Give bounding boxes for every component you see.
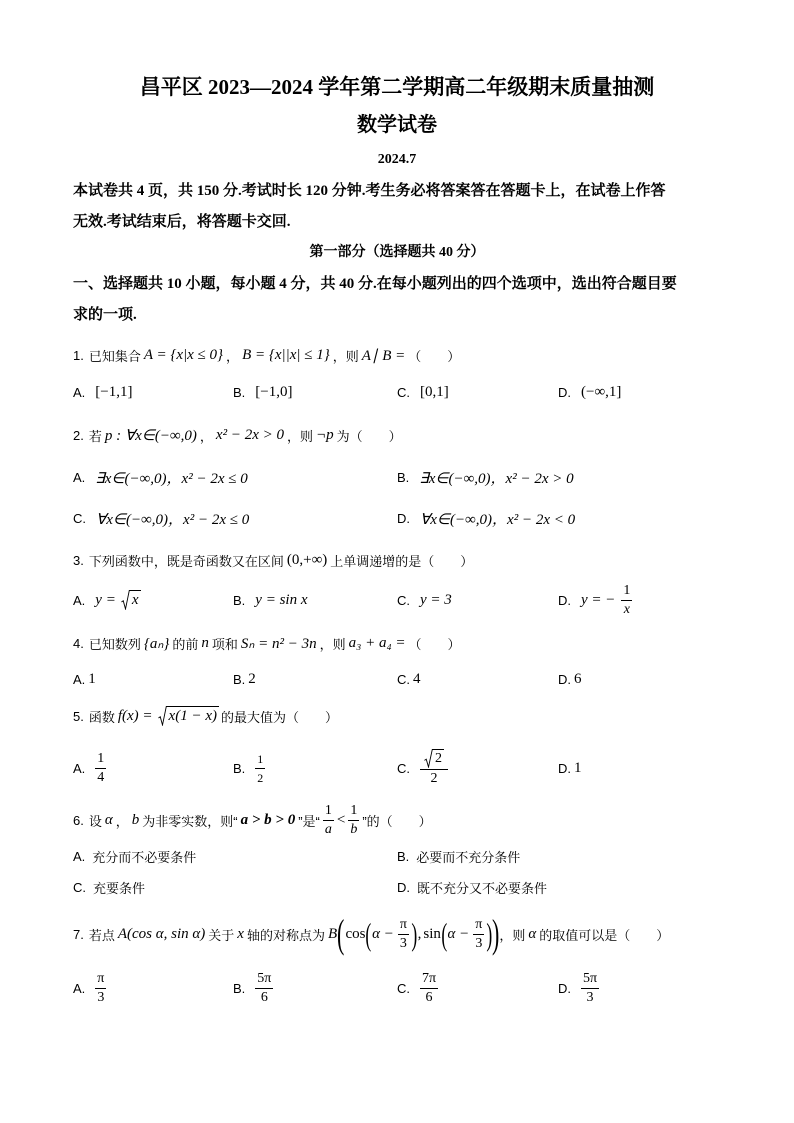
fraction: [398, 917, 409, 952]
function-lhs: f(x) =: [117, 707, 153, 724]
question-2-options-row-2: [73, 496, 754, 540]
square-root: [158, 706, 219, 726]
open-paren: (: [337, 911, 345, 956]
fraction-denominator: 3: [475, 935, 483, 951]
option-label: A.: [73, 980, 86, 996]
interval: (0,+∞): [286, 551, 328, 568]
question-6-options-row-2: [73, 865, 754, 909]
question-number: 5.: [73, 708, 84, 724]
option-value: 充要条件: [93, 880, 146, 896]
set-b: B = {x||x| ≤ 1}: [242, 346, 330, 363]
question-text: 若: [88, 428, 102, 444]
question-text: 函数: [88, 709, 115, 725]
question-number: 2.: [73, 427, 84, 443]
option-value: y = 3: [420, 591, 452, 608]
question-1-options: [73, 370, 754, 414]
axis-variable: x: [237, 925, 244, 942]
question-text: 已知集合: [88, 348, 141, 364]
fraction: [95, 971, 106, 1006]
option-value: 1: [574, 759, 582, 776]
question-text: 关于: [208, 927, 235, 943]
option-label: A.: [73, 592, 86, 608]
alpha-minus: α −: [372, 925, 394, 942]
option-value: y = sin x: [255, 591, 308, 608]
option-label: A.: [73, 848, 86, 864]
condition: a > b > 0: [240, 811, 296, 828]
option-a: [73, 455, 251, 499]
question-text: ，则: [332, 348, 359, 364]
option-label: A.: [73, 760, 86, 776]
answer-blank: （ ）: [408, 636, 461, 652]
question-7-options: [73, 966, 754, 1010]
option-value: 既不充分又不必要条件: [417, 880, 548, 896]
option-value: 1: [88, 670, 96, 687]
fraction-denominator: 4: [97, 769, 105, 785]
fraction-numerator: 1: [621, 583, 632, 601]
option-label: D.: [397, 879, 410, 895]
comma: ,: [417, 925, 422, 942]
option-label: C.: [73, 510, 86, 526]
option-label: C.: [397, 760, 410, 776]
question-text: 已知数列: [88, 636, 141, 652]
fraction-denominator: 3: [586, 989, 594, 1005]
option-lhs: y =: [95, 591, 116, 608]
option-c: [73, 496, 252, 540]
less-than-sign: <: [336, 811, 346, 828]
fraction-denominator: x: [623, 601, 631, 617]
option-label: A.: [73, 384, 86, 400]
question-text: 的最大值为（ ）: [220, 709, 338, 725]
question-3: [73, 538, 754, 582]
question-text: 若点: [88, 927, 115, 943]
question-text: ，: [226, 348, 240, 364]
fraction-numerator: 1: [95, 751, 106, 769]
option-label: C.: [397, 592, 410, 608]
sum-expression: a₃ + a₄ =: [348, 634, 406, 651]
fraction: [473, 917, 484, 952]
cos-function: cos: [345, 925, 366, 942]
fraction-denominator: b: [350, 821, 358, 837]
option-value: ∃x∈(−∞,0)，x² − 2x > 0: [419, 470, 574, 487]
option-label: A.: [73, 671, 86, 687]
option-label: D.: [558, 980, 571, 996]
option-value: ∀x∈(−∞,0)，x² − 2x ≤ 0: [96, 511, 250, 528]
notice-line-1: 本试卷共 4 页，共 150 分.考试时长 120 分钟.考生务必将答案答在答题卡上，在试卷上作答: [73, 183, 666, 199]
option-value: 充分而不必要条件: [92, 849, 197, 865]
option-label: D.: [558, 760, 571, 776]
option-value: (−∞,1]: [581, 383, 622, 400]
option-label: B.: [233, 760, 246, 776]
fraction: [95, 751, 106, 786]
sequence: {aₙ}: [143, 635, 170, 652]
fraction-numerator: 5π: [255, 971, 273, 989]
fraction-numerator: 1: [255, 751, 265, 769]
proposition: p : ∀x∈(−∞,0): [104, 427, 197, 444]
variable-n: n: [201, 634, 209, 651]
alpha-minus: α −: [447, 925, 470, 942]
option-d: [558, 966, 602, 1010]
option-value: 必要而不充分条件: [416, 849, 521, 865]
option-value: [−1,0]: [255, 383, 293, 400]
option-value: [−1,1]: [95, 383, 133, 400]
option-b: [233, 578, 311, 622]
fraction-numerator: π: [398, 917, 409, 935]
option-a: [73, 746, 109, 790]
fraction: [420, 749, 448, 787]
open-paren: (: [365, 916, 372, 952]
fraction: [621, 583, 632, 618]
sin-function: sin: [423, 925, 441, 942]
partial-sum: Sₙ = n² − 3n: [240, 635, 317, 652]
answer-blank: （ ）: [408, 348, 461, 364]
option-label: D.: [558, 671, 571, 687]
fraction-numerator: π: [95, 971, 106, 989]
fraction-denominator: 2: [430, 771, 438, 786]
fraction: [255, 751, 265, 786]
fraction-denominator: 3: [97, 989, 105, 1005]
option-lhs: y = −: [581, 591, 616, 608]
fraction-numerator: 5π: [581, 971, 599, 989]
option-label: D.: [397, 510, 410, 526]
question-5-options: [73, 746, 754, 790]
question-text: ”的（ ）: [362, 813, 432, 829]
question-number: 3.: [73, 552, 84, 568]
negation: ¬p: [316, 426, 334, 443]
option-label: C.: [397, 384, 410, 400]
option-c: [397, 578, 455, 622]
open-paren: (: [441, 916, 448, 952]
question-text: 轴的对称点为: [246, 927, 325, 943]
question-3-options: [73, 578, 754, 622]
question-text: 的取值可以是（ ）: [539, 927, 670, 943]
fraction: [323, 803, 334, 838]
variable-b: b: [131, 811, 140, 828]
question-text: ，: [199, 428, 213, 444]
question-text: 项和: [211, 636, 238, 652]
question-2-options-row-1: [73, 455, 754, 499]
point-a: A(cos α, sin α): [117, 925, 206, 942]
section-instruction-line-1: 一、选择题共 10 小题，每小题 4 分，共 40 分.在每小题列出的四个选项中，选出符合题目要: [73, 276, 677, 292]
question-number: 6.: [73, 812, 84, 828]
option-b: [233, 370, 296, 414]
fraction: [255, 971, 273, 1006]
radical-sign: [424, 749, 433, 768]
fraction-denominator: a: [324, 821, 332, 837]
option-label: D.: [558, 384, 571, 400]
exam-title: 昌平区 2023—2024 学年第二学期高二年级期末质量抽测: [139, 75, 655, 99]
fraction-denominator: 3: [399, 935, 407, 951]
question-text: ，: [115, 813, 129, 829]
option-label: B.: [233, 384, 246, 400]
close-paren: ): [411, 916, 418, 952]
option-d: [558, 370, 624, 414]
question-number: 4.: [73, 635, 84, 651]
option-label: B.: [233, 980, 246, 996]
option-d: [558, 578, 635, 622]
option-label: C.: [397, 980, 410, 996]
exam-subtitle: 数学试卷: [357, 114, 437, 136]
fraction-denominator: 2: [257, 770, 264, 785]
option-label: B.: [233, 592, 246, 608]
question-text: 上单调递增的是（ ）: [330, 553, 474, 569]
question-2: [73, 413, 754, 457]
set-a: A = {x|x ≤ 0}: [143, 346, 224, 363]
square-root: [424, 749, 444, 768]
option-c: [73, 865, 145, 909]
alpha: α: [528, 925, 537, 942]
radical-sign: [121, 590, 130, 610]
question-text: 设: [88, 813, 102, 829]
option-a: [73, 578, 143, 622]
option-value: ∀x∈(−∞,0)，x² − 2x < 0: [420, 511, 576, 528]
option-value: 4: [413, 670, 421, 687]
fraction: [348, 803, 359, 838]
question-number: 1.: [73, 347, 84, 363]
fraction-numerator: 1: [348, 803, 359, 821]
option-b: [397, 455, 577, 499]
question-text: ，则: [499, 927, 526, 943]
fraction-denominator: 6: [425, 989, 433, 1005]
question-text: ”是“: [298, 813, 320, 829]
question-text: ，则: [286, 428, 313, 444]
option-value: 2: [248, 670, 256, 687]
fraction: [420, 971, 438, 1006]
exam-date: 2024.7: [377, 152, 417, 167]
option-value: [0,1]: [420, 383, 449, 400]
option-c: [397, 370, 452, 414]
fraction-numerator: 1: [323, 803, 334, 821]
close-paren: ): [492, 911, 500, 956]
intersection-expression: A∣ B =: [361, 347, 406, 364]
question-5: [73, 694, 754, 738]
fraction: [581, 971, 599, 1006]
radical-sign: [158, 706, 167, 726]
option-d: [558, 746, 585, 790]
notice-line-2: 无效.考试结束后，将答题卡交回.: [73, 214, 291, 230]
radicand: x(1 − x): [168, 708, 217, 724]
question-text: 为非零实数，则“: [142, 813, 238, 829]
question-text: 为（ ）: [336, 428, 402, 444]
inequality: x² − 2x > 0: [215, 426, 284, 443]
option-c: [397, 966, 441, 1010]
section-heading: 第一部分（选择题共 40 分）: [309, 245, 485, 260]
option-label: D.: [558, 592, 571, 608]
point-b-label: B: [327, 925, 338, 942]
option-label: A.: [73, 469, 86, 485]
option-d: [397, 496, 578, 540]
option-label: B.: [397, 848, 410, 864]
question-7: [73, 912, 754, 956]
option-label: B.: [233, 671, 246, 687]
option-value: ∃x∈(−∞,0)，x² − 2x ≤ 0: [95, 470, 248, 487]
section-instruction-line-2: 求的一项.: [73, 307, 137, 323]
radicand: 2: [435, 751, 442, 766]
close-paren: ): [486, 916, 493, 952]
option-b: [233, 746, 268, 790]
fraction-numerator: π: [473, 917, 484, 935]
square-root: [121, 590, 141, 610]
option-a: [73, 966, 109, 1010]
option-label: B.: [397, 469, 410, 485]
question-number: 7.: [73, 926, 84, 942]
option-value: 6: [574, 670, 582, 687]
radicand: x: [131, 592, 139, 608]
variable-a: α: [104, 811, 113, 828]
option-c: [397, 746, 451, 790]
option-b: [233, 966, 276, 1010]
question-text: 的前: [172, 636, 199, 652]
option-a: [73, 370, 136, 414]
fraction-numerator: 7π: [420, 971, 438, 989]
option-label: C.: [73, 879, 86, 895]
option-d: [397, 865, 547, 909]
option-label: C.: [397, 671, 410, 687]
fraction-denominator: 6: [260, 989, 268, 1005]
question-text: 下列函数中，既是奇函数又在区间: [88, 553, 284, 569]
fraction-numerator: [420, 749, 448, 770]
question-text: ，则: [319, 636, 346, 652]
